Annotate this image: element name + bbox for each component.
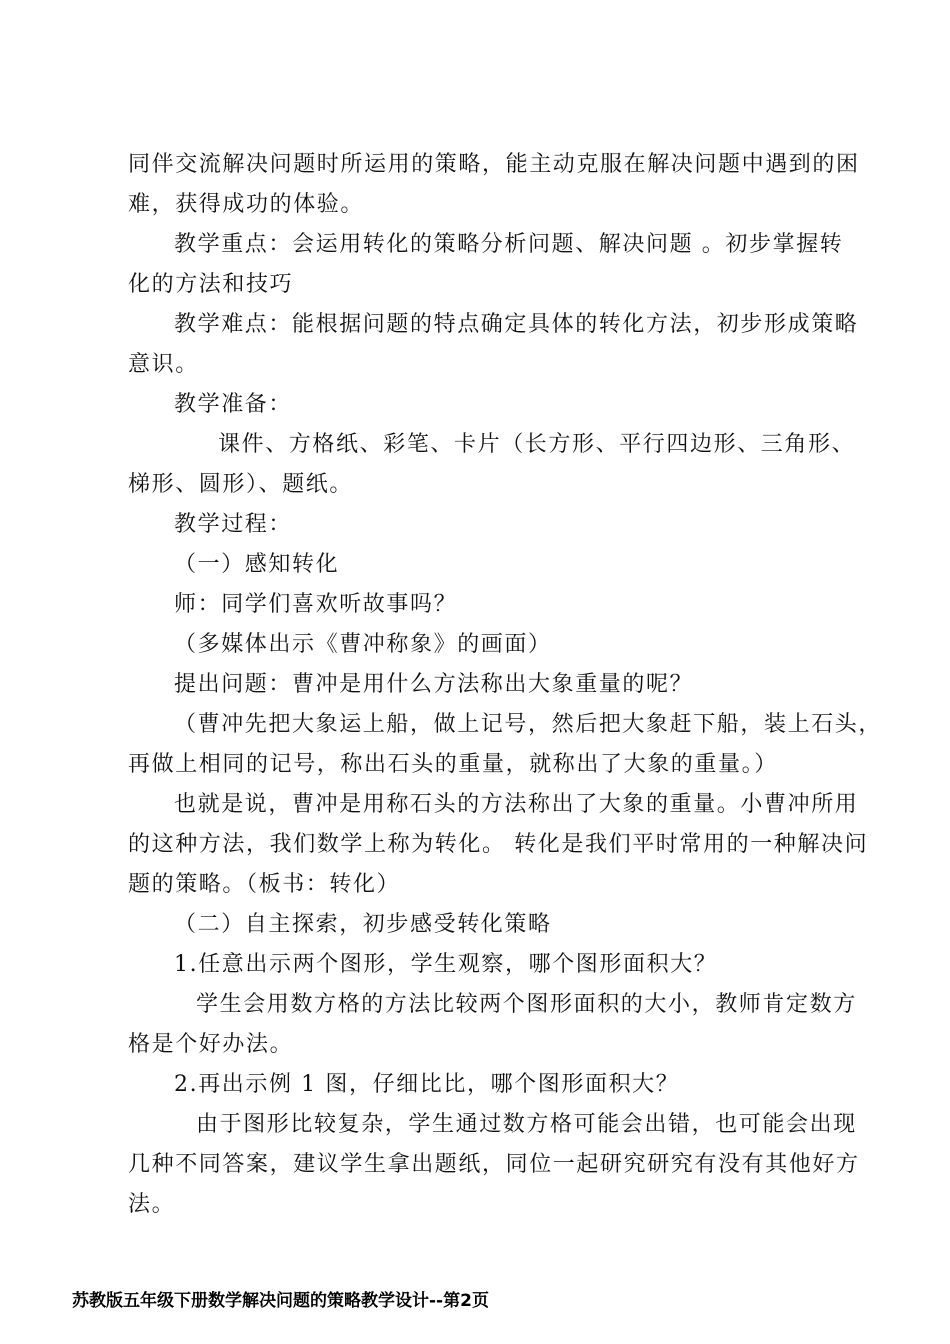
teaching-focus-line: 教学重点：会运用转化的策略分析问题、解决问题 。初步掌握转 <box>174 232 844 257</box>
teaching-difficulty-line: 教学难点：能根据问题的特点确定具体的转化方法，初步形成策略 <box>174 312 859 337</box>
paragraph-line: 学生会用数方格的方法比较两个图形面积的大小，教师肯定数方 <box>196 992 857 1017</box>
paragraph-line: 由于图形比较复杂，学生通过数方格可能会出错，也可能会出现 <box>196 1112 857 1137</box>
paragraph-line: 法。 <box>128 1192 176 1217</box>
paragraph-line: （多媒体出示《曹冲称象》的画面） <box>174 632 552 657</box>
paragraph-line: 的这种方法，我们数学上称为转化。 转化是我们平时常用的一种解决问 <box>128 832 869 857</box>
section-heading: （一）感知转化 <box>174 552 340 577</box>
paragraph-line: 格是个好办法。 <box>128 1032 294 1057</box>
page-footer: 苏教版五年级下册数学解决问题的策略教学设计--第2页 <box>72 1291 489 1311</box>
paragraph-line: 意识。 <box>128 352 199 377</box>
section-heading: （二）自主探索，初步感受转化策略 <box>174 912 552 937</box>
paragraph-line: 梯形、圆形）、题纸。 <box>128 472 354 497</box>
paragraph-line: 题的策略。（板书：转化） <box>128 872 401 897</box>
teaching-preparation-heading: 教学准备： <box>174 392 293 417</box>
paragraph-line: 2.再出示例 1 图，仔细比比，哪个图形面积大？ <box>174 1072 680 1097</box>
paragraph-line: 几种不同答案，建议学生拿出题纸，同位一起研究研究有没有其他好方 <box>128 1152 860 1177</box>
paragraph-line: 提出问题：曹冲是用什么方法称出大象重量的呢？ <box>174 672 694 697</box>
teaching-process-heading: 教学过程： <box>174 512 293 537</box>
paragraph-line: 1.任意出示两个图形，学生观察，哪个图形面积大？ <box>174 952 718 977</box>
paragraph-line: 师：同学们喜欢听故事吗？ <box>174 592 458 617</box>
paragraph-line: 同伴交流解决问题时所运用的策略，能主动克服在解决问题中遇到的困 <box>128 152 860 177</box>
paragraph-line: （曹冲先把大象运上船，做上记号，然后把大象赶下船，装上石头， <box>174 712 883 737</box>
paragraph-line: 再做上相同的记号，称出石头的重量，就称出了大象的重量。） <box>128 752 778 777</box>
paragraph-line: 也就是说，曹冲是用称石头的方法称出了大象的重量。小曹冲所用 <box>174 792 859 817</box>
paragraph-line: 化的方法和技巧 <box>128 272 294 297</box>
paragraph-line: 课件、方格纸、彩笔、卡片（长方形、平行四边形、三角形、 <box>218 432 856 457</box>
paragraph-line: 难，获得成功的体验。 <box>128 192 365 217</box>
